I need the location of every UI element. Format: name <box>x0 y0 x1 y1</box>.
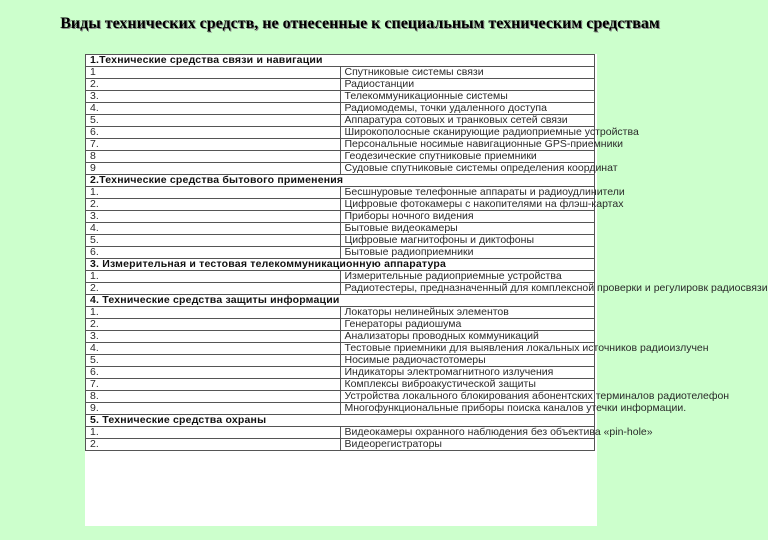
row-text: Широкополосные сканирующие радиоприемные устройства <box>340 127 595 139</box>
table-row <box>86 67 595 79</box>
table-row <box>86 319 595 331</box>
table-row <box>86 187 595 199</box>
row-number: 2. <box>86 283 341 295</box>
row-number: 7. <box>86 379 341 391</box>
table-row <box>86 91 595 103</box>
table-row <box>86 283 595 295</box>
table-row <box>86 427 595 439</box>
row-number: 1. <box>86 271 341 283</box>
row-text: Бесшнуровые телефонные аппараты и радиоудлинители <box>340 187 595 199</box>
table-row <box>86 223 595 235</box>
table-row <box>86 163 595 175</box>
row-number: 6. <box>86 127 341 139</box>
row-number: 9 <box>86 163 341 175</box>
row-text: Бытовые видеокамеры <box>340 223 595 235</box>
row-number: 4. <box>86 103 341 115</box>
section-heading: 5. Технические средства охраны <box>86 415 595 427</box>
row-number: 1. <box>86 427 341 439</box>
row-text: Носимые радиочастотомеры <box>340 355 595 367</box>
section-heading-row <box>86 415 595 427</box>
row-text: Аппаратура сотовых и транковых сетей связи <box>340 115 595 127</box>
row-text: Радиомодемы, точки удаленного доступа <box>340 103 595 115</box>
row-text: Многофункциональные приборы поиска каналов утечки информации. <box>340 403 595 415</box>
row-text: Тестовые приемники для выявления локальных источников радиоизлучен <box>340 343 595 355</box>
table-row <box>86 115 595 127</box>
table-row <box>86 103 595 115</box>
row-number: 3. <box>86 331 341 343</box>
table-row <box>86 199 595 211</box>
table-row <box>86 79 595 91</box>
row-text: Радиостанции <box>340 79 595 91</box>
row-text: Видеорегистраторы <box>340 439 595 451</box>
row-number: 5. <box>86 235 341 247</box>
row-text: Устройства локального блокирования абонентских терминалов радиотелефон <box>340 391 595 403</box>
row-text: Индикаторы электромагнитного излучения <box>340 367 595 379</box>
row-text: Телекоммуникационные системы <box>340 91 595 103</box>
row-text: Персональные носимые навигационные GPS-приемники <box>340 139 595 151</box>
table-row <box>86 439 595 451</box>
table-row <box>86 391 595 403</box>
section-heading: 2.Технические средства бытового применения <box>86 175 595 187</box>
row-number: 3. <box>86 211 341 223</box>
row-number: 1. <box>86 307 341 319</box>
section-heading-row <box>86 55 595 67</box>
row-number: 2. <box>86 319 341 331</box>
row-number: 2. <box>86 439 341 451</box>
table-row <box>86 235 595 247</box>
table-row <box>86 343 595 355</box>
row-number: 2. <box>86 79 341 91</box>
table-row <box>86 331 595 343</box>
row-number: 4. <box>86 223 341 235</box>
table-row <box>86 307 595 319</box>
row-text: Цифровые фотокамеры с накопителями на флэш-картах <box>340 199 595 211</box>
row-text: Генераторы радиошума <box>340 319 595 331</box>
row-number: 5. <box>86 355 341 367</box>
row-text: Спутниковые системы связи <box>340 67 595 79</box>
row-text: Измерительные радиоприемные устройства <box>340 271 595 283</box>
row-number: 4. <box>86 343 341 355</box>
row-number: 6. <box>86 367 341 379</box>
row-number: 5. <box>86 115 341 127</box>
scanned-document <box>85 54 768 526</box>
table-row <box>86 379 595 391</box>
row-text: Комплексы виброакустической защиты <box>340 379 595 391</box>
table-row <box>86 247 595 259</box>
section-heading: 4. Технические средства защиты информации <box>86 295 595 307</box>
section-heading-row <box>86 295 595 307</box>
row-number: 7. <box>86 139 341 151</box>
row-number: 9. <box>86 403 341 415</box>
section-heading: 3. Измерительная и тестовая телекоммуникационную аппаратура <box>86 259 595 271</box>
equipment-table <box>85 54 768 451</box>
section-heading-row <box>86 175 595 187</box>
row-text: Судовые спутниковые системы определения координат <box>340 163 595 175</box>
table-row <box>86 127 595 139</box>
row-number: 1. <box>86 187 341 199</box>
row-number: 8 <box>86 151 341 163</box>
row-text: Анализаторы проводных коммуникаций <box>340 331 595 343</box>
row-text: Приборы ночного видения <box>340 211 595 223</box>
section-heading-row <box>86 259 595 271</box>
table-row <box>86 367 595 379</box>
section-heading: 1.Технические средства связи и навигации <box>86 55 595 67</box>
slide-title: Виды технических средств, не отнесенные к специальным техническим средствам <box>60 15 660 32</box>
row-text: Бытовые радиоприемники <box>340 247 595 259</box>
table-row <box>86 151 595 163</box>
row-number: 3. <box>86 91 341 103</box>
row-number: 1 <box>86 67 341 79</box>
table-row <box>86 139 595 151</box>
row-text: Локаторы нелинейных элементов <box>340 307 595 319</box>
row-number: 8. <box>86 391 341 403</box>
row-number: 2. <box>86 199 341 211</box>
row-text: Геодезические спутниковые приемники <box>340 151 595 163</box>
row-number: 6. <box>86 247 341 259</box>
row-text: Радиотестеры, предназначенный для комплексной проверки и регулировк радиосвязи <box>340 283 595 295</box>
table-row <box>86 211 595 223</box>
table-row <box>86 403 595 415</box>
row-text: Видеокамеры охранного наблюдения без объектива «pin-hole» <box>340 427 595 439</box>
table-row <box>86 271 595 283</box>
table-row <box>86 355 595 367</box>
row-text: Цифровые магнитофоны и диктофоны <box>340 235 595 247</box>
